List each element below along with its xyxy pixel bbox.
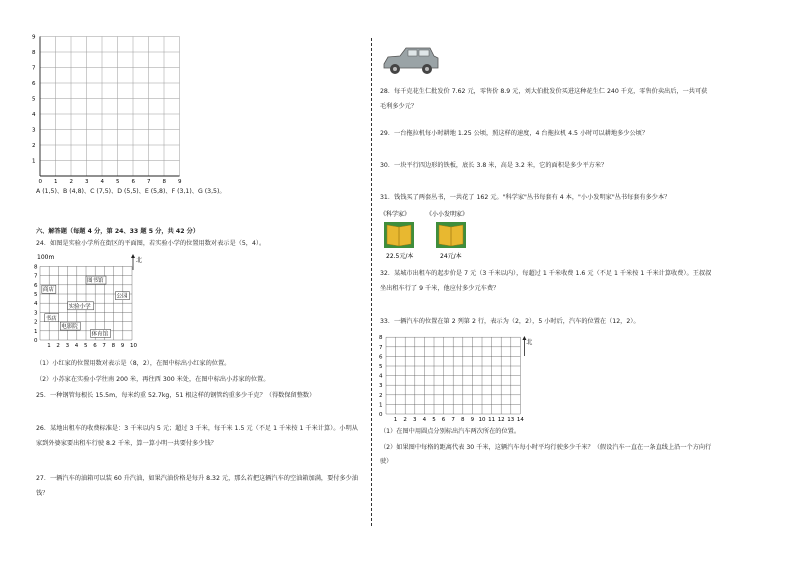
points-list: A (1,5)、B (4,8)、C (7,5)、D (5,5)、E (5,8)、F (3,1)、G (3,5)。 bbox=[36, 188, 226, 195]
map-x-tick-label: 2 bbox=[56, 343, 60, 349]
grid1-y-tick-label: 1 bbox=[32, 158, 36, 165]
grid1-y-tick-label: 4 bbox=[32, 112, 36, 118]
grid2-x-tick-label: 9 bbox=[470, 417, 475, 423]
books-figure bbox=[380, 208, 490, 264]
map-y-tick-label: 6 bbox=[34, 282, 38, 289]
q28-text: 28．每千克花生仁批发价 7.62 元，零售价 8.9 元，刘大伯批发价买进这种花生仁 240 千克，零售价卖出后，一共可获毛利多少元？ bbox=[380, 88, 708, 110]
map-x-tick-label: 5 bbox=[84, 343, 88, 349]
book2-pages bbox=[439, 225, 463, 246]
map-building-label: 书店 bbox=[45, 315, 57, 322]
q32-text: 32．某城市出租车的起步价是 7 元（3 千米以内），每超过 1 千米收费 1.6 元（不足 1 千米按 1 千米计算收费）。王叔叔坐出租车行了 9 千米，他应付多少元车费？ bbox=[380, 270, 712, 292]
car-window-rear bbox=[419, 50, 429, 56]
map-x-tick-label: 1 bbox=[47, 343, 51, 349]
grid2-north-label: 北 bbox=[526, 339, 533, 346]
grid2-y-tick-label: 0 bbox=[379, 412, 383, 418]
map-x-tick-label: 3 bbox=[65, 343, 70, 349]
map-y-tick-label: 8 bbox=[34, 264, 38, 271]
map-x-tick-label: 8 bbox=[111, 343, 116, 349]
q24-text: 24．如图是实验小学所在街区的平面图，若实验小学的位置用数对表示是（5，4）。 bbox=[36, 240, 266, 247]
school-map bbox=[30, 252, 150, 352]
map-y-tick-label: 4 bbox=[34, 301, 38, 308]
grid1-y-tick-label: 7 bbox=[32, 65, 36, 72]
map-y-tick-label: 0 bbox=[34, 338, 38, 344]
map-svg bbox=[30, 252, 150, 352]
grid2-x-tick-label: 2 bbox=[403, 417, 407, 423]
coordinate-grid-1 bbox=[30, 34, 182, 184]
book1-pages bbox=[387, 225, 411, 246]
grid2-y-tick-label: 1 bbox=[379, 402, 383, 409]
section6-title: 六、解答题（每题 4 分，第 24、33 题 5 分，共 42 分） bbox=[36, 228, 200, 235]
book1-title: 《科学家》 bbox=[380, 211, 411, 218]
map-building-label: 公园 bbox=[116, 293, 128, 300]
q33-sub1: （1）在图中用圆点分别标出汽车两次所在的位置。 bbox=[380, 428, 521, 435]
q33-text: 33．一辆汽车的位置在第 2 列第 2 行，表示为（2，2），5 小时后，汽车的位置在（12，2）。 bbox=[380, 318, 640, 325]
grid1-y-tick-label: 9 bbox=[32, 34, 36, 41]
books-svg bbox=[380, 208, 490, 264]
column-divider bbox=[371, 38, 372, 526]
grid2-y-tick-label: 3 bbox=[379, 383, 383, 390]
grid2-x-tick-label: 1 bbox=[393, 417, 398, 423]
q29-text: 29．一台拖拉机每小时耕地 1.25 公顷，照这样的速度，4 台拖拉机 4.5 小时可以耕地多少公顷？ bbox=[380, 130, 649, 137]
car-svg bbox=[380, 42, 442, 78]
map-y-tick-label: 1 bbox=[34, 328, 38, 335]
grid1-svg bbox=[30, 34, 182, 184]
map-building-label: 体育馆 bbox=[91, 331, 109, 338]
map-y-tick-label: 2 bbox=[34, 319, 38, 326]
north-arrowhead bbox=[131, 254, 135, 258]
grid1-x-tick-label: 6 bbox=[131, 179, 135, 184]
q24-sub1: （1）小红家的位置用数对表示是（8，2），在图中标出小红家的位置。 bbox=[36, 360, 231, 367]
book2-price: 24元/本 bbox=[440, 253, 462, 260]
map-x-tick-label: 6 bbox=[93, 343, 97, 349]
grid1-y-tick-label: 6 bbox=[32, 81, 36, 87]
grid1-x-tick-label: 5 bbox=[116, 179, 120, 184]
map-y-tick-label: 3 bbox=[34, 310, 38, 317]
grid2-x-tick-label: 4 bbox=[422, 417, 427, 423]
grid2-x-tick-label: 3 bbox=[413, 417, 417, 423]
q31-text: 31．钱钱买了两套丛书，一共花了 162 元。"科学家"丛书每套有 4 本，"小小发明家"丛书每套有多少本？ bbox=[380, 194, 671, 201]
map-y-tick-label: 7 bbox=[34, 273, 38, 280]
map-building-label: 商店 bbox=[42, 287, 54, 294]
book1-price: 22.5元/本 bbox=[386, 253, 414, 260]
grid1-x-tick-label: 0 bbox=[38, 179, 42, 184]
map-scale-label: 100m bbox=[37, 254, 55, 261]
grid1-x-tick-label: 9 bbox=[178, 179, 182, 184]
car-hub-front bbox=[393, 67, 397, 71]
grid2-y-tick-label: 8 bbox=[379, 335, 383, 342]
grid2-x-tick-label: 10 bbox=[478, 417, 486, 423]
grid2-y-tick-label: 5 bbox=[379, 364, 383, 370]
car-image bbox=[380, 42, 442, 78]
grid1-y-tick-label: 8 bbox=[32, 50, 36, 56]
map-y-tick-label: 5 bbox=[34, 292, 38, 298]
book2-title: 《小小发明家》 bbox=[426, 211, 469, 218]
grid2-x-tick-label: 11 bbox=[488, 417, 496, 423]
grid1-x-tick-label: 2 bbox=[69, 179, 73, 184]
car-window-front bbox=[408, 50, 417, 56]
map-north-label: 北 bbox=[136, 257, 143, 264]
grid2-x-tick-label: 5 bbox=[432, 417, 436, 423]
grid1-x-tick-label: 7 bbox=[147, 179, 151, 184]
map-x-tick-label: 7 bbox=[102, 343, 106, 349]
grid1-y-tick-label: 3 bbox=[32, 127, 36, 134]
grid2-y-tick-label: 6 bbox=[379, 354, 383, 361]
car-hub-rear bbox=[425, 67, 429, 71]
grid2-x-tick-label: 7 bbox=[451, 417, 455, 423]
grid2-x-tick-label: 6 bbox=[441, 417, 446, 423]
map-x-tick-label: 9 bbox=[120, 343, 125, 349]
q33-sub2: （2）如果图中每格的距离代表 30 千米，这辆汽车每小时平均行驶多少千米？（假设汽车一直在一条直线上沿一个方向行驶） bbox=[380, 444, 712, 465]
q26-text: 26．某地出租车的收费标准是：3 千米以内 5 元；超过 3 千米，每千米 1.5 元（不足 1 千米按 1 千米计算）。小明从家到外婆家要出租车行驶 8.2 千米，算一算小明一共要付多少钱？ bbox=[36, 425, 358, 447]
grid1-x-tick-label: 3 bbox=[85, 179, 89, 184]
grid1-y-tick-label: 5 bbox=[32, 96, 36, 103]
map-building-label: 电影院 bbox=[61, 324, 78, 331]
q25-text: 25．一种钢管每根长 15.5m，每米约重 52.7kg，51 根这样的钢管约重多少千克？（得数保留整数） bbox=[36, 392, 316, 399]
q24-sub2: （2）小苏家在实验小学往南 200 米，再往西 300 米处，在图中标出小苏家的位置。 bbox=[36, 376, 270, 383]
map-building-label: 图书馆 bbox=[87, 278, 104, 285]
grid1-y-tick-label: 2 bbox=[32, 143, 36, 149]
grid1-x-tick-label: 8 bbox=[162, 179, 166, 184]
grid2-y-tick-label: 4 bbox=[379, 373, 383, 380]
map-x-tick-label: 4 bbox=[74, 343, 79, 349]
grid2-x-tick-label: 12 bbox=[497, 417, 505, 423]
q30-text: 30．一块平行四边形的铁板，底长 3.8 米，高是 3.2 米，它的面积是多少平方米？ bbox=[380, 162, 608, 169]
grid2-y-tick-label: 2 bbox=[379, 392, 383, 399]
grid2-x-tick-label: 13 bbox=[507, 417, 515, 423]
grid1-x-tick-label: 4 bbox=[100, 179, 104, 184]
map-x-tick-label: 10 bbox=[130, 343, 137, 349]
map-building-label: 实验小学 bbox=[68, 303, 91, 310]
grid2-y-tick-label: 7 bbox=[379, 344, 383, 351]
grid2-north-arrowhead bbox=[522, 336, 526, 340]
grid2-svg bbox=[376, 330, 536, 426]
grid2-x-tick-label: 8 bbox=[461, 417, 465, 423]
q27-text: 27．一辆汽车的油箱可以装 60 升汽油，如果汽油价格是每升 8.32 元，那么若把这辆汽车的空油箱加满，要付多少油钱？ bbox=[36, 475, 359, 497]
grid1-x-tick-label: 1 bbox=[54, 179, 58, 184]
grid2-x-tick-label: 14 bbox=[516, 417, 524, 423]
coordinate-grid-2 bbox=[376, 330, 536, 426]
